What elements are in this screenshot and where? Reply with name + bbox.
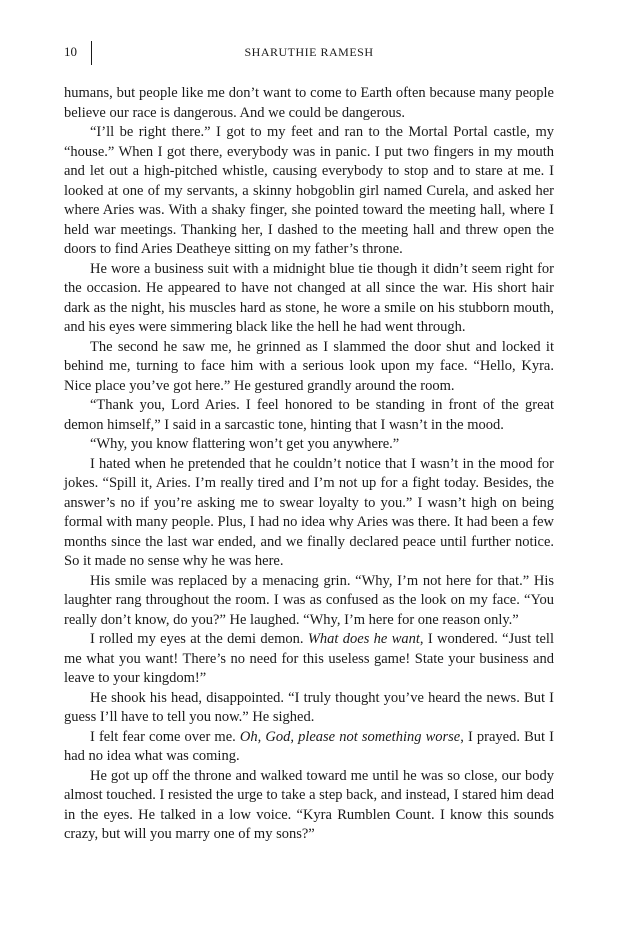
paragraph [64, 260, 554, 338]
page-header [64, 44, 554, 64]
text-segment: I felt fear come over me. [90, 728, 240, 745]
body-text [64, 84, 554, 845]
italic-text: Oh, God, please not something worse [239, 728, 461, 745]
text-segment: “I’ll be right there.” I got to my feet and ran to the Mortal Portal castle, my “house.” When I got there, everybody was in panic. I put two fingers in my mouth and let out a high-pitched whistle, causing everybody to stop and to stare at me. I looked at one of my servants, a skinny hobgoblin girl named Curela, and asked her where Aries was. With a shaky finger, she pointed toward the meeting hall, where I held war meetings. Thanking her, I dashed to the meeting hall and threw open the doors to find Aries Deatheye sitting on my father’s throne. [64, 124, 554, 257]
paragraph [64, 572, 554, 631]
text-segment: humans, but people like me don’t want to come to Earth often because many people believe our race is dangerous. And we could be dangerous. [64, 85, 554, 121]
paragraph [64, 728, 554, 767]
paragraph [64, 455, 554, 572]
text-segment: He wore a business suit with a midnight blue tie though it didn’t seem right for the occasion. He appeared to have not changed at all since the war. His short hair dark as the night, his muscles hard as stone, he wore a smile on his stubborn mouth, and his eyes were simmering black like the hell he had went through. [64, 260, 554, 335]
text-segment: , I wondered. “Just tell me what you want! There’s no need for this useless game! State your business and leave to your kingdom!” [64, 631, 554, 686]
italic-text: What does he want [307, 631, 420, 647]
text-segment: He shook his head, disappointed. “I truly thought you’ve heard the news. But I guess I’ll have to tell you now.” He sighed. [64, 689, 554, 725]
text-segment: I hated when he pretended that he couldn’t notice that I wasn’t in the mood for jokes. “Spill it, Aries. I’m really tired and I’m not up for a fight today. Besides, the answer’s no if you’re asking me to swear loyalty to you.” I wasn’t high on being formal with many people. Plus, I had no idea why Aries was there. It had been a few months since the last war ended, and we finally declared peace until further notice. So it made no sense why he was here. [64, 455, 554, 569]
text-segment: His smile was replaced by a menacing grin. “Why, I’m not here for that.” His laughter rang throughout the room. I was as confused as the look on my face. “You really don’t know, do you?” He laughed. “Why, I’m here for one reason only.” [64, 572, 554, 628]
running-head-author: SHARUTHIE RAMESH [244, 45, 374, 59]
page-number: 10 [64, 44, 77, 59]
paragraph [64, 689, 554, 728]
text-segment: I rolled my eyes at the demi demon. [90, 631, 308, 647]
text-segment: , I prayed. But I had no idea what was coming. [64, 728, 555, 764]
text-segment: He got up off the throne and walked toward me until he was so close, our body almost touched. I resisted the urge to take a step back, and instead, I stared him dead in the eyes. He talked in a low voice. “Kyra Rumblen Count. I know this sounds crazy, but will you marry one of my sons?” [64, 767, 554, 842]
paragraph [64, 84, 554, 123]
paragraph [64, 396, 554, 435]
paragraph [64, 435, 554, 455]
paragraph [64, 123, 554, 260]
text-segment: “Why, you know flattering won’t get you anywhere.” [90, 436, 400, 452]
paragraph [64, 767, 554, 845]
paragraph [64, 338, 554, 397]
paragraph [64, 630, 554, 689]
text-segment: The second he saw me, he grinned as I slammed the door shut and locked it behind me, turning to face him with a serious look upon my face. “Hello, Kyra. Nice place you’ve got here.” He gestured grandly around the room. [64, 338, 554, 394]
text-segment: “Thank you, Lord Aries. I feel honored to be standing in front of the great demon himself,” I said in a sarcastic tone, hinting that I wasn’t in the mood. [64, 397, 554, 433]
